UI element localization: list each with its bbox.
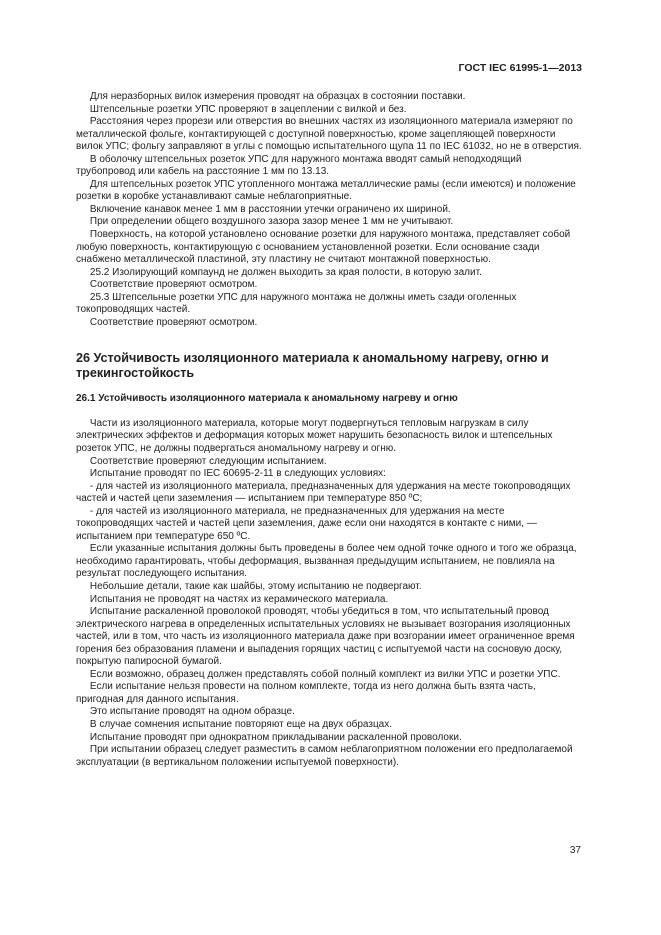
paragraph: - для частей из изоляционного материала, предназначенных для удержания на месте токопроводящих частей и частей цепи заземления — испытанием при температуре 850 ºС;: [76, 480, 571, 505]
paragraph: Для штепсельных розеток УПС утопленного монтажа металлические рамы (если имеются) и положение розетки в коробке устанавливают самые неблагоприятные.: [76, 178, 576, 203]
paragraph: Соответствие проверяют осмотром.: [76, 316, 258, 328]
paragraph: Расстояния через прорези или отверстия во внешних частях из изоляционного материала измеряют по металлической фольге, контактирующей с доступной поверхностью, кроме зацепляющей поверхности вилок УПС; фольгу заправляют в углы с помощью испытательного щупа 11 по IEC 61032, но не в отверстия.: [76, 116, 582, 153]
paragraph: В случае сомнения испытание повторяют еще на двух образцах.: [76, 719, 393, 731]
document-body: [76, 91, 582, 769]
paragraph: Если возможно, образец должен представлять собой полный комплект из вилки УПС и розетки УПС.: [76, 668, 561, 680]
paragraph: Соответствие проверяют осмотром.: [76, 279, 258, 291]
paragraph: При испытании образец следует разместить в самом неблагоприятном положении его предполагаемой эксплуатации (в вертикальном положении испытуемой поверхности).: [76, 744, 573, 768]
paragraph: Части из изоляционного материала, которые могут подвергнуться тепловым нагрузкам в силу электрических эффектов и деформация которых может нарушить безопасность вилок и штепсельных розеток УПС, не должны подвергаться аномальному нагреву и огню.: [76, 417, 553, 454]
paragraph: Испытание проводят при однократном прикладывании раскаленной проволоки.: [76, 731, 462, 743]
paragraph: Включение канавок менее 1 мм в расстоянии утечки ограничено их шириной.: [76, 203, 451, 215]
paragraph: При определении общего воздушного зазора зазор менее 1 мм не учитывают.: [76, 216, 454, 228]
paragraph: - для частей из изоляционного материала, не предназначенных для удержания на месте токопроводящих частей и частей цепи заземления, даже если они находятся в контакте с ними, — испытанием при температуре 650 ºС.: [76, 505, 537, 542]
paragraph: Небольшие детали, такие как шайбы, этому испытанию не подвергают.: [76, 581, 422, 592]
subsection-title: 26.1 Устойчивость изоляционного материала к аномальному нагреву и огню: [76, 393, 458, 405]
paragraph: Штепсельные розетки УПС проверяют в зацеплении с вилкой и без.: [76, 103, 407, 115]
paragraph: Если указанные испытания должны быть проведены в более чем одной точке одного и того же образца, необходимо гарантировать, чтобы деформация, вызванная предыдущим испытанием, не повлияла на результат последующего испытания.: [76, 543, 577, 580]
paragraph: Испытания не проводят на частях из керамического материала.: [76, 593, 389, 605]
paragraph: 25.2 Изолирующий компаунд не должен выходить за края полости, в которую залит.: [76, 266, 482, 278]
paragraph: Испытание раскаленной проволокой проводят, чтобы убедиться в том, что испытательный провод электрического нагрева в определенных испытательных условиях не вызывает возгорания изоляционных частей, или в том, что часть из изоляционного материала даже при возгорании имеет ограниченное время горения без образования пламени и выпадения горящих частиц с испытуемой части на сосновую доску, покрытую папиросной бумагой.: [76, 606, 575, 668]
paragraph: Соответствие проверяют следующим испытанием.: [76, 455, 327, 467]
paragraph: Если испытание нельзя провести на полном комплекте, тогда из него должна быть взята часть, пригодная для данного испытания.: [76, 681, 536, 705]
paragraph: Для неразборных вилок измерения проводят на образцах в состоянии поставки.: [76, 91, 466, 102]
paragraph: 25.3 Штепсельные розетки УПС для наружного монтажа не должны иметь сзади оголенных токопроводящих частей.: [76, 291, 517, 316]
paragraph: В оболочку штепсельных розеток УПС для наружного монтажа вводят самый неподходящий трубопровод или кабель на расстояние 1 мм по 13.13.: [76, 153, 522, 178]
section-title: 26 Устойчивость изоляционного материала к аномальному нагреву, огню и трекингостойкость: [76, 351, 549, 381]
page-number: 37: [569, 845, 581, 856]
top-paragraphs: [76, 91, 582, 329]
bottom-paragraphs: [76, 418, 582, 769]
paragraph: Испытание проводят по IEC 60695-2-11 в следующих условиях:: [76, 468, 386, 480]
paragraph: Поверхность, на которой установлено основание розетки для наружного монтажа, представляет собой любую поверхность, контактирующую с основанием установленной розетки. Если основание сзади снабжено металлической пластиной, эту пластину не считают монтажной поверхностью.: [76, 229, 571, 266]
standard-header: ГОСТ IEC 61995-1—2013: [458, 62, 582, 74]
paragraph: Это испытание проводят на одном образце.: [76, 706, 295, 718]
